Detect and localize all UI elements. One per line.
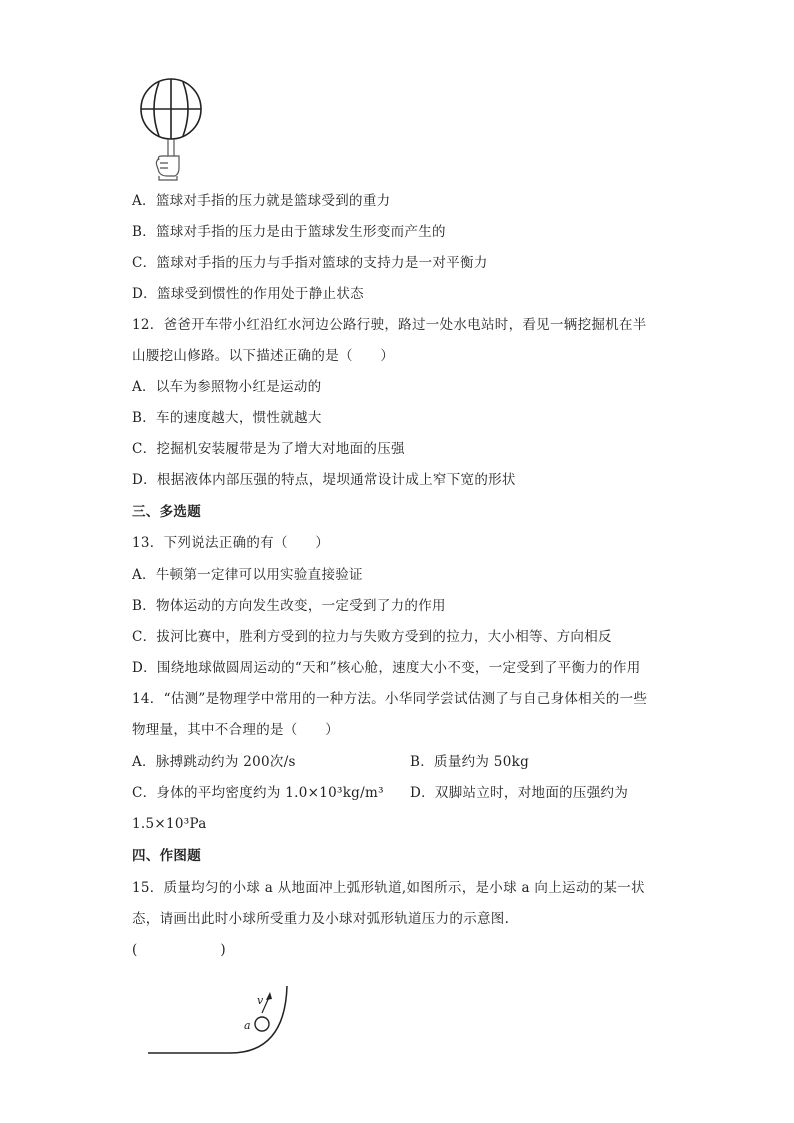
q13-option-b: B．物体运动的方向发生改变，一定受到了力的作用	[132, 598, 446, 614]
q13-option-d: D．围绕地球做圆周运动的“天和”核心舱，速度大小不变，一定受到了平衡力的作用	[132, 660, 641, 676]
section-heading-drawing: 四、作图题	[132, 848, 201, 864]
label-v: v	[257, 994, 264, 1007]
curved-track-figure	[140, 978, 300, 1060]
q15-answer-blank: ( )	[132, 942, 226, 958]
q11-option-b: B．篮球对手指的压力是由于篮球发生形变而产生的	[132, 224, 446, 240]
q12-stem-line1: 12．爸爸开车带小红沿红水河边公路行驶，路过一处水电站时，看见一辆挖掘机在半	[132, 317, 647, 333]
q14-stem-line2: 物理量，其中不合理的是（ ）	[132, 722, 339, 738]
q11-option-d: D．篮球受到惯性的作用处于静止状态	[132, 286, 364, 302]
q14-option-d: D．双脚站立时，对地面的压强约为	[410, 785, 629, 801]
q15-stem-line2: 态，请画出此时小球所受重力及小球对弧形轨道压力的示意图.	[132, 911, 510, 927]
q14-stem-line1: 14．“估测”是物理学中常用的一种方法。小华同学尝试估测了与自己身体相关的一些	[132, 691, 648, 707]
basketball-on-finger-figure	[135, 74, 210, 184]
q12-option-d: D．根据液体内部压强的特点，堤坝通常设计成上窄下宽的形状	[132, 472, 516, 488]
section-heading-multiple-choice: 三、多选题	[132, 504, 201, 520]
ball-a	[255, 1017, 269, 1031]
track-curve	[148, 986, 287, 1053]
q12-option-b: B．车的速度越大，惯性就越大	[132, 410, 322, 426]
q13-option-a: A．牛顿第一定律可以用实验直接验证	[132, 567, 363, 583]
hand-icon	[156, 139, 179, 180]
q14-option-d-continued: 1.5×10³Pa	[132, 816, 207, 832]
q14-option-b: B．质量约为 50kg	[410, 754, 530, 770]
q12-option-c: C．挖掘机安装履带是为了增大对地面的压强	[132, 441, 405, 457]
velocity-arrowhead	[266, 992, 272, 1000]
q12-stem-line2: 山腰挖山修路。以下描述正确的是（ ）	[132, 348, 395, 364]
q11-option-c: C．篮球对手指的压力与手指对篮球的支持力是一对平衡力	[132, 255, 488, 271]
q14-option-a: A．脉搏跳动约为 200次/s	[132, 754, 296, 770]
q14-option-c: C．身体的平均密度约为 1.0×10³kg/m³	[132, 785, 384, 801]
q13-stem: 13．下列说法正确的有（ ）	[132, 535, 330, 551]
q11-option-a: A．篮球对手指的压力就是篮球受到的重力	[132, 193, 391, 209]
q13-option-c: C．拔河比赛中，胜利方受到的拉力与失败方受到的拉力，大小相等、方向相反	[132, 629, 612, 645]
q15-stem-line1: 15．质量均匀的小球 a 从地面冲上弧形轨道,如图所示，是小球 a 向上运动的某一状	[132, 880, 645, 896]
q12-option-a: A．以车为参照物小红是运动的	[132, 379, 322, 395]
label-a: a	[244, 1019, 251, 1032]
